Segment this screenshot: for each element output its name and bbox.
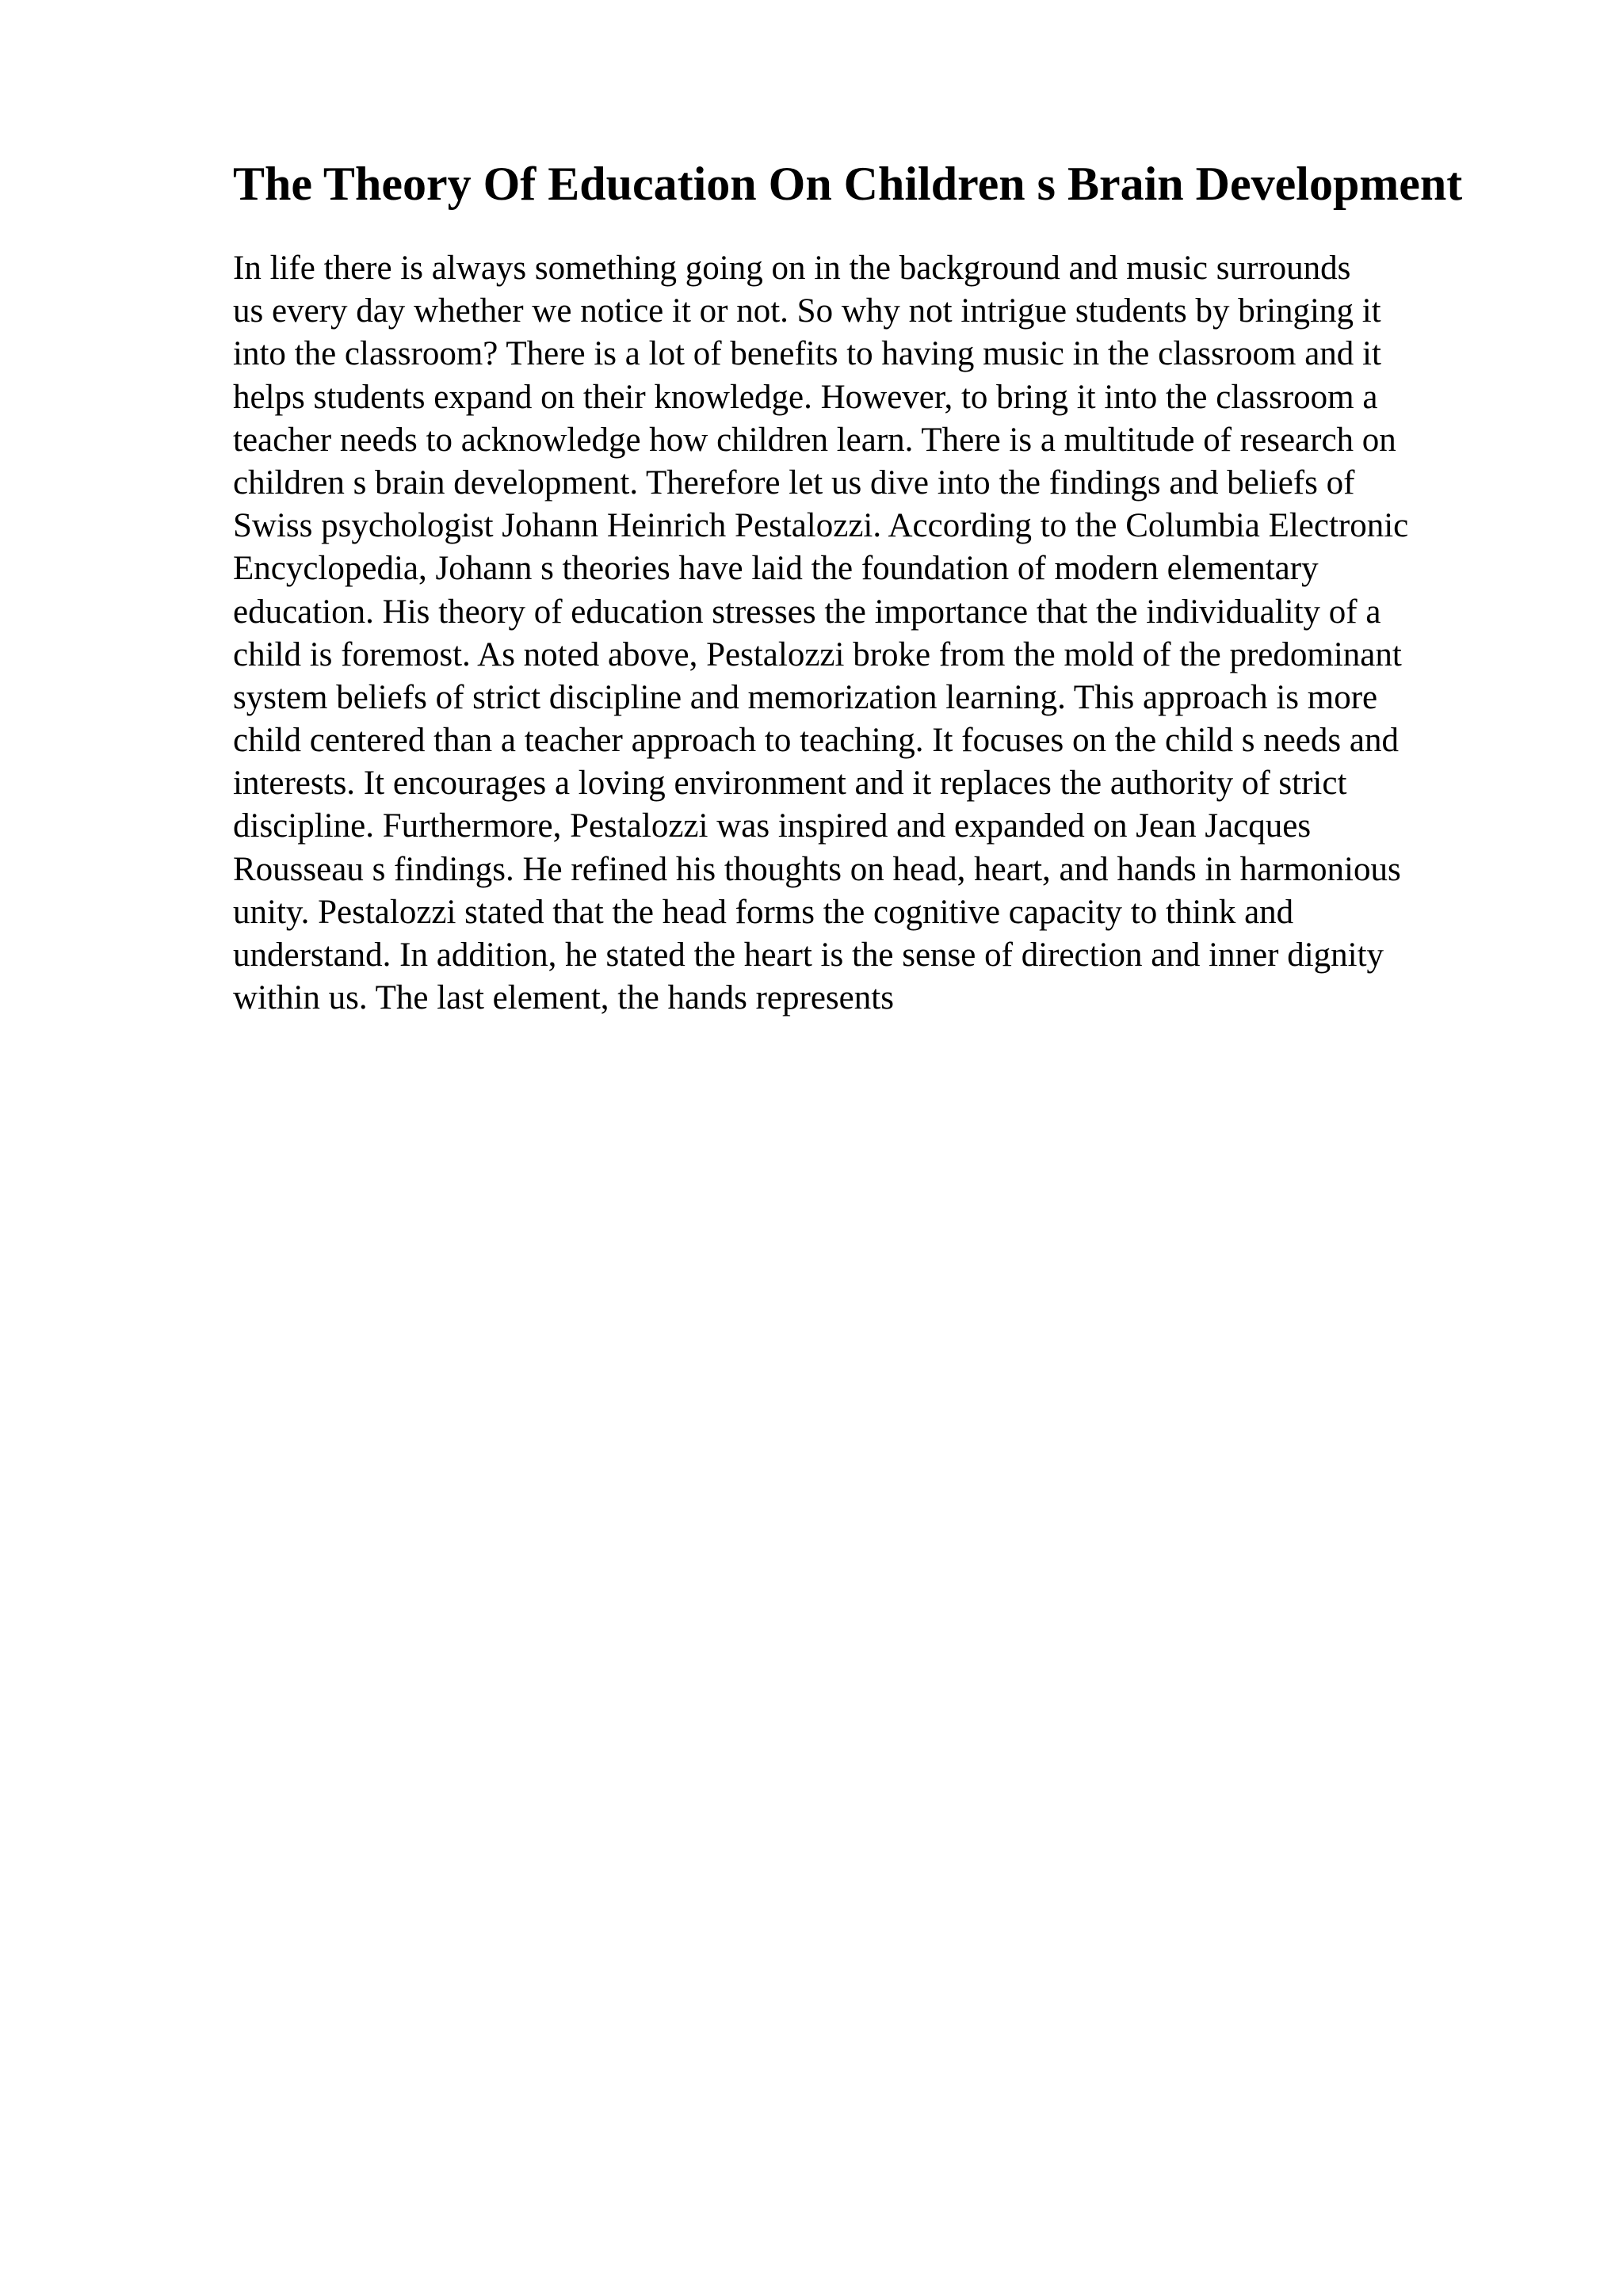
text-line: children s brain development. Therefore let us dive into the findings and beliefs of [233, 463, 1355, 502]
text-line: child centered than a teacher approach to teaching. It focuses on the child s needs and [233, 722, 1399, 760]
text-line: teacher needs to acknowledge how children learn. There is a multitude of research on [233, 421, 1396, 459]
body-paragraph [233, 247, 1596, 1020]
text-line: unity. Pestalozzi stated that the head forms the cognitive capacity to think and [233, 893, 1294, 931]
text-line: understand. In addition, he stated the heart is the sense of direction and inner dignity [233, 936, 1384, 974]
text-line: us every day whether we notice it or not. So why not intrigue students by bringing it [233, 292, 1381, 330]
document-title: The Theory Of Education On Children s Brain Development [233, 158, 1463, 210]
text-line: In life there is always something going on in the background and music surrounds [233, 250, 1351, 287]
text-line: Encyclopedia, Johann s theories have laid the foundation of modern elementary [233, 550, 1319, 588]
text-line: into the classroom? There is a lot of benefits to having music in the classroom and it [233, 335, 1381, 373]
text-line: discipline. Furthermore, Pestalozzi was inspired and expanded on Jean Jacques [233, 807, 1312, 845]
text-line: child is foremost. As noted above, Pestalozzi broke from the mold of the predominant [233, 635, 1402, 673]
text-line: system beliefs of strict discipline and memorization learning. This approach is more [233, 678, 1378, 716]
text-line: education. His theory of education stresses the importance that the individuality of a [233, 593, 1381, 631]
text-line: Rousseau s findings. He refined his thoughts on head, heart, and hands in harmonious [233, 850, 1401, 888]
text-line: helps students expand on their knowledge. However, to bring it into the classroom a [233, 378, 1378, 416]
text-line: within us. The last element, the hands represents [233, 979, 894, 1017]
text-line: interests. It encourages a loving environment and it replaces the authority of strict [233, 765, 1347, 803]
text-line: Swiss psychologist Johann Heinrich Pestalozzi. According to the Columbia Electronic [233, 507, 1409, 545]
